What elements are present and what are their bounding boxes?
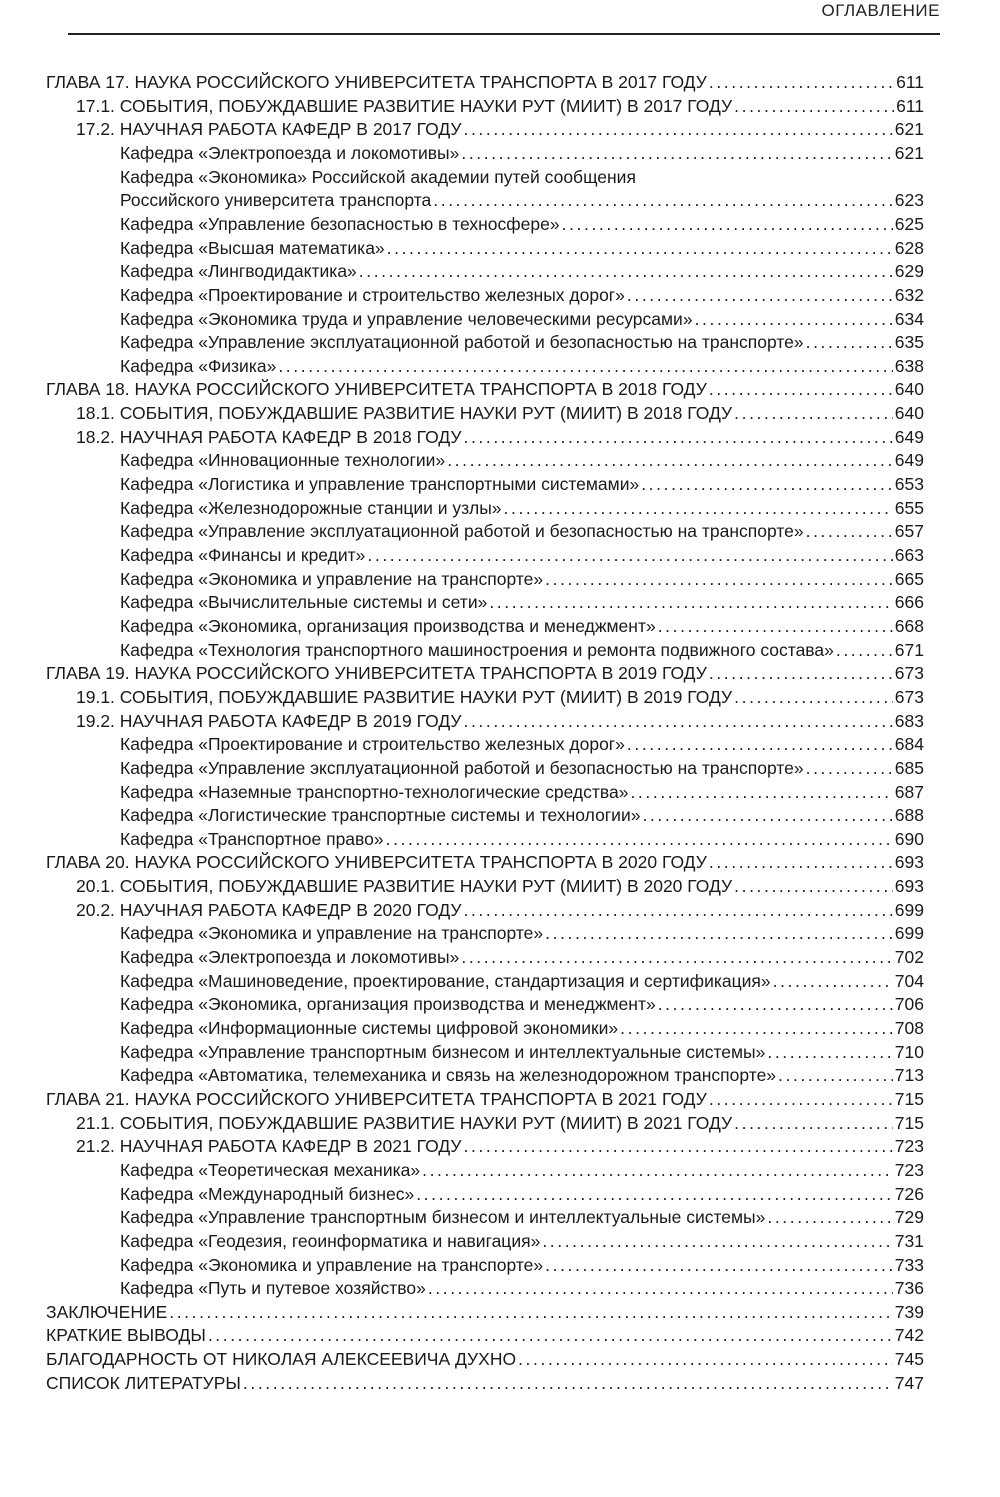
toc-leader-dots (734, 401, 893, 425)
toc-leader-dots (806, 756, 893, 780)
toc-page-number: 699 (894, 923, 924, 944)
toc-leader-dots (359, 259, 893, 283)
toc-entry-title: Кафедра «Электропоезда и локомотивы» (120, 947, 460, 968)
toc-entry-title: Кафедра «Вычислительные системы и сети» (120, 592, 488, 613)
header-rule (68, 33, 940, 35)
toc-page-number: 715 (894, 1088, 924, 1109)
toc-entry-title: Кафедра «Транспортное право» (120, 828, 384, 849)
toc-entry-department[interactable] (120, 614, 924, 638)
toc-entry-department[interactable] (120, 992, 924, 1016)
toc-page-number: 638 (894, 355, 924, 376)
toc-entry-department[interactable] (120, 165, 924, 189)
toc-page-number: 736 (894, 1278, 924, 1299)
toc-page-number: 655 (894, 497, 924, 518)
toc-entry-title: Кафедра «Управление эксплуатационной работой и безопасностью на транспорте» (120, 757, 804, 778)
toc-page-number: 673 (894, 686, 924, 707)
toc-entry-title: ГЛАВА 20. НАУКА РОССИЙСКОГО УНИВЕРСИТЕТА ТРАНСПОРТА В 2020 ГОДУ (46, 852, 707, 873)
toc-entry-department[interactable] (120, 236, 924, 260)
toc-page-number: 685 (894, 757, 924, 778)
toc-entry-chapter[interactable] (46, 377, 924, 401)
toc-page-number: 702 (894, 947, 924, 968)
toc-entry-department[interactable] (120, 567, 924, 591)
toc-entry-title: ГЛАВА 19. НАУКА РОССИЙСКОГО УНИВЕРСИТЕТА ТРАНСПОРТА В 2019 ГОДУ (46, 663, 707, 684)
toc-entry-title: 20.1. СОБЫТИЯ, ПОБУЖДАВШИЕ РАЗВИТИЕ НАУКИ РУТ (МИИТ) В 2020 ГОДУ (76, 876, 733, 897)
toc-entry-title: БЛАГОДАРНОСТЬ ОТ НИКОЛАЯ АЛЕКСЕЕВИЧА ДУХНО (46, 1349, 517, 1370)
toc-page-number: 723 (894, 1159, 924, 1180)
toc-entry-title: Кафедра «Наземные транспортно-технологические средства» (120, 781, 629, 802)
toc-page-number: 684 (894, 734, 924, 755)
toc-leader-dots (542, 1229, 892, 1253)
toc-leader-dots (208, 1323, 893, 1347)
toc-entry-department[interactable] (120, 472, 924, 496)
toc-entry-title: 18.1. СОБЫТИЯ, ПОБУЖДАВШИЕ РАЗВИТИЕ НАУКИ РУТ (МИИТ) В 2018 ГОДУ (76, 403, 733, 424)
toc-leader-dots (518, 1347, 893, 1371)
toc-entry-title: ГЛАВА 17. НАУКА РОССИЙСКОГО УНИВЕРСИТЕТА ТРАНСПОРТА В 2017 ГОДУ (46, 72, 707, 92)
toc-entry-title: Кафедра «Управление транспортным бизнесом и интеллектуальные системы» (120, 1207, 766, 1228)
toc-entry-title: 17.2. НАУЧНАЯ РАБОТА КАФЕДР В 2017 ГОДУ (76, 119, 462, 140)
toc-entry-title: Кафедра «Экономика и управление на транспорте» (120, 1254, 544, 1275)
toc-entry-title: Кафедра «Управление безопасностью в техносфере» (120, 213, 560, 234)
toc-entry-title: Кафедра «Управление эксплуатационной работой и безопасностью на транспорте» (120, 521, 804, 542)
toc-entry-department[interactable] (120, 945, 924, 969)
toc-page-number: 688 (894, 805, 924, 826)
toc-leader-dots (734, 685, 893, 709)
toc-page-number: 611 (896, 72, 924, 92)
toc-entry-chapter[interactable] (46, 1087, 924, 1111)
toc-entry-department[interactable] (120, 969, 924, 993)
toc-leader-dots (278, 354, 892, 378)
toc-leader-dots (630, 780, 892, 804)
toc-entry-title: Кафедра «Технология транспортного машиностроения и ремонта подвижного состава» (120, 639, 834, 660)
toc-entry-chapter[interactable] (46, 1300, 924, 1324)
toc-entry-title: КРАТКИЕ ВЫВОДЫ (46, 1325, 206, 1346)
toc-leader-dots (767, 1040, 892, 1064)
toc-leader-dots (464, 425, 893, 449)
toc-page-number: 665 (894, 568, 924, 589)
toc-entry-department[interactable] (120, 756, 924, 780)
toc-entry-title: Кафедра «Путь и путевое хозяйство» (120, 1278, 426, 1299)
toc-entry-department[interactable] (120, 1229, 924, 1253)
toc-entry-section[interactable] (76, 874, 924, 898)
toc-entry-section[interactable] (76, 94, 924, 118)
toc-entry-section[interactable] (76, 401, 924, 425)
toc-entry-section[interactable] (76, 117, 924, 141)
toc-entry-title: Кафедра «Управление транспортным бизнесом и интеллектуальные системы» (120, 1041, 766, 1062)
toc-page-number: 742 (894, 1325, 924, 1346)
toc-entry-department[interactable] (120, 590, 924, 614)
toc-page-number: 635 (894, 332, 924, 353)
toc-leader-dots (627, 732, 893, 756)
toc-entry-section[interactable] (76, 1134, 924, 1158)
toc-page-number: 629 (894, 261, 924, 282)
toc-entry-title: Кафедра «Финансы и кредит» (120, 545, 366, 565)
toc-page-number: 708 (894, 1018, 924, 1038)
toc-entry-title: Кафедра «Экономика» Российской академии путей сообщения (120, 166, 636, 187)
toc-entry-department[interactable] (120, 330, 924, 354)
toc-entry-title: Кафедра «Управление эксплуатационной работой и безопасностью на транспорте» (120, 332, 804, 353)
toc-entry-title: Кафедра «Железнодорожные станции и узлы» (120, 497, 502, 518)
toc-entry-title: Кафедра «Экономика, организация производства и менеджмент» (120, 994, 656, 1015)
toc-leader-dots (836, 638, 893, 662)
toc-page-number: 729 (894, 1207, 924, 1228)
toc-page-number: 623 (894, 190, 924, 211)
toc-leader-dots (767, 1205, 892, 1229)
toc-leader-dots (416, 1182, 893, 1206)
toc-leader-dots (386, 827, 893, 851)
toc-leader-dots (709, 70, 894, 94)
toc-leader-dots (169, 1300, 893, 1324)
toc-leader-dots (504, 496, 893, 520)
toc-entry-department[interactable] (120, 141, 924, 165)
toc-page-number: 745 (894, 1349, 924, 1370)
toc-entry-department[interactable] (120, 283, 924, 307)
toc-entry-section[interactable] (76, 685, 924, 709)
toc-entry-title: ЗАКЛЮЧЕНИЕ (46, 1301, 168, 1322)
toc-page-number: 710 (894, 1041, 924, 1062)
toc-page-number: 621 (894, 119, 924, 140)
toc-leader-dots (734, 94, 894, 118)
toc-entry-title: Кафедра «Экономика и управление на транспорте» (120, 923, 544, 944)
toc-entry-title: Кафедра «Машиноведение, проектирование, стандартизация и сертификация» (120, 970, 771, 991)
toc-leader-dots (422, 1158, 893, 1182)
toc-leader-dots (464, 117, 893, 141)
toc-page-number: 706 (894, 994, 924, 1015)
toc-page-number: 632 (894, 284, 924, 305)
toc-entry-department[interactable] (120, 543, 924, 567)
toc-entry-title: 17.1. СОБЫТИЯ, ПОБУЖДАВШИЕ РАЗВИТИЕ НАУКИ РУТ (МИИТ) В 2017 ГОДУ (76, 95, 733, 116)
toc-page-number: 657 (894, 521, 924, 542)
toc-entry-department[interactable] (120, 354, 924, 378)
toc-leader-dots (709, 661, 893, 685)
toc-entry-section[interactable] (76, 1111, 924, 1135)
toc-leader-dots (806, 330, 893, 354)
toc-leader-dots (545, 1253, 893, 1277)
toc-page-number: 663 (894, 545, 924, 565)
toc-leader-dots (642, 803, 892, 827)
toc-entry-department[interactable] (120, 1016, 924, 1040)
toc-page-number: 611 (896, 95, 924, 116)
toc-entry-title: 19.2. НАУЧНАЯ РАБОТА КАФЕДР В 2019 ГОДУ (76, 710, 462, 731)
toc-entry-department[interactable] (120, 519, 924, 543)
toc-leader-dots (489, 590, 892, 614)
toc-entry-department[interactable] (120, 307, 924, 331)
toc-entry-department[interactable] (120, 638, 924, 662)
toc-leader-dots (545, 921, 893, 945)
toc-page-number: 693 (894, 852, 924, 873)
toc-page-number: 687 (894, 781, 924, 802)
toc-entry-department[interactable] (120, 732, 924, 756)
toc-entry-department[interactable] (120, 921, 924, 945)
toc-leader-dots (773, 969, 893, 993)
toc-entry-section[interactable] (76, 898, 924, 922)
toc-page-number: 649 (894, 450, 924, 471)
toc-leader-dots (620, 1016, 893, 1040)
toc-entry-title: Кафедра «Проектирование и строительство железных дорог» (120, 734, 625, 755)
toc-entry-department[interactable] (120, 1158, 924, 1182)
toc-page-number: 640 (894, 379, 924, 400)
toc-page-number: 723 (894, 1136, 924, 1157)
toc-entry-department[interactable] (120, 1276, 924, 1300)
toc-leader-dots (243, 1371, 893, 1395)
toc-page-number: 649 (894, 426, 924, 447)
toc-entry-department[interactable] (120, 803, 924, 827)
toc-entry-title: Кафедра «Экономика и управление на транспорте» (120, 568, 544, 589)
toc-leader-dots (709, 1087, 893, 1111)
toc-entry-department[interactable] (120, 212, 924, 236)
running-head-title: ОГЛАВЛЕНИЕ (821, 1, 940, 20)
toc-page-number: 690 (894, 828, 924, 849)
toc-entry-title: Кафедра «Экономика труда и управление человеческими ресурсами» (120, 308, 693, 329)
toc-leader-dots (709, 850, 893, 874)
toc-leader-dots (433, 188, 893, 212)
toc-leader-dots (658, 992, 893, 1016)
toc-page-number: 693 (894, 876, 924, 897)
toc-entry-department[interactable] (120, 1205, 924, 1229)
toc-entry-title: Кафедра «Геодезия, геоинформатика и навигация» (120, 1230, 541, 1251)
toc-leader-dots (464, 898, 893, 922)
toc-leader-dots (734, 1111, 893, 1135)
toc-page-number: 733 (894, 1254, 924, 1275)
toc-entry-title: ГЛАВА 21. НАУКА РОССИЙСКОГО УНИВЕРСИТЕТА ТРАНСПОРТА В 2021 ГОДУ (46, 1088, 707, 1109)
toc-leader-dots (641, 472, 893, 496)
toc-entry-department[interactable] (120, 188, 924, 212)
toc-entry-section[interactable] (76, 709, 924, 733)
toc-page-number: 699 (894, 899, 924, 920)
toc-page-number: 747 (894, 1372, 924, 1393)
toc-leader-dots (447, 448, 893, 472)
toc-entry-title: 19.1. СОБЫТИЯ, ПОБУЖДАВШИЕ РАЗВИТИЕ НАУКИ РУТ (МИИТ) В 2019 ГОДУ (76, 686, 733, 707)
toc-leader-dots (562, 212, 893, 236)
toc-entry-chapter[interactable] (46, 1371, 924, 1395)
toc-leader-dots (545, 567, 893, 591)
toc-page-number: 739 (894, 1301, 924, 1322)
toc-page-number: 668 (894, 615, 924, 636)
toc-entry-title: Кафедра «Высшая математика» (120, 237, 385, 258)
toc-entry-title: Кафедра «Экономика, организация производства и менеджмент» (120, 615, 656, 636)
toc-page-number: 673 (894, 663, 924, 684)
toc-leader-dots (709, 377, 893, 401)
toc-page-number: 704 (894, 970, 924, 991)
toc-leader-dots (658, 614, 893, 638)
toc-leader-dots (778, 1063, 893, 1087)
toc-page-number: 634 (894, 308, 924, 329)
toc-page-number: 653 (894, 474, 924, 495)
toc-entry-chapter[interactable] (46, 1347, 924, 1371)
toc-entry-title: Кафедра «Международный бизнес» (120, 1183, 415, 1204)
toc-page-number: 621 (894, 142, 924, 163)
toc-leader-dots (367, 543, 892, 567)
toc-entry-title: Российского университета транспорта (120, 190, 432, 211)
toc-leader-dots (734, 874, 893, 898)
toc-page-number: 731 (894, 1230, 924, 1251)
toc-entry-title: Кафедра «Лингводидактика» (120, 261, 357, 282)
toc-entry-department[interactable] (120, 259, 924, 283)
toc-entry-title: Кафедра «Инновационные технологии» (120, 450, 446, 471)
toc-entry-chapter[interactable] (46, 850, 924, 874)
toc-leader-dots (461, 141, 892, 165)
toc-page-number: 683 (894, 710, 924, 731)
toc-leader-dots (464, 709, 893, 733)
toc-entry-title: Кафедра «Электропоезда и локомотивы» (120, 142, 460, 163)
toc-leader-dots (464, 1134, 893, 1158)
toc-entry-title: Кафедра «Логистические транспортные системы и технологии» (120, 805, 641, 826)
toc-entry-title: Кафедра «Физика» (120, 355, 277, 376)
toc-entry-department[interactable] (120, 1182, 924, 1206)
toc-entry-title: Кафедра «Проектирование и строительство железных дорог» (120, 284, 625, 305)
toc-page-number: 671 (894, 639, 924, 660)
toc-entry-title: Кафедра «Логистика и управление транспортными системами» (120, 474, 640, 495)
toc-entry-department[interactable] (120, 496, 924, 520)
toc-entry-title: Кафедра «Автоматика, телемеханика и связь на железнодорожном транспорте» (120, 1065, 777, 1086)
toc-leader-dots (695, 307, 893, 331)
toc-entry-title: 18.2. НАУЧНАЯ РАБОТА КАФЕДР В 2018 ГОДУ (76, 426, 462, 447)
toc-entry-department[interactable] (120, 1040, 924, 1064)
toc-entry-chapter[interactable] (46, 661, 924, 685)
toc-leader-dots (387, 236, 893, 260)
toc-entry-chapter[interactable] (46, 1323, 924, 1347)
toc-entry-department[interactable] (120, 1253, 924, 1277)
toc-leader-dots (806, 519, 893, 543)
toc-page-number: 666 (894, 592, 924, 613)
toc-leader-dots (428, 1276, 893, 1300)
toc-entry-title: Кафедра «Информационные системы цифровой экономики» (120, 1018, 619, 1038)
toc-entry-department[interactable] (120, 827, 924, 851)
toc-entry-title: 21.1. СОБЫТИЯ, ПОБУЖДАВШИЕ РАЗВИТИЕ НАУКИ РУТ (МИИТ) В 2021 ГОДУ (76, 1112, 733, 1133)
toc-entry-title: 21.2. НАУЧНАЯ РАБОТА КАФЕДР В 2021 ГОДУ (76, 1136, 462, 1157)
toc-leader-dots (461, 945, 892, 969)
toc-entry-title: 20.2. НАУЧНАЯ РАБОТА КАФЕДР В 2020 ГОДУ (76, 899, 462, 920)
toc-entry-department[interactable] (120, 780, 924, 804)
toc-page-number: 628 (894, 237, 924, 258)
toc-entry-department[interactable] (120, 448, 924, 472)
toc-page-number: 625 (894, 213, 924, 234)
toc-entry-title: ГЛАВА 18. НАУКА РОССИЙСКОГО УНИВЕРСИТЕТА ТРАНСПОРТА В 2018 ГОДУ (46, 379, 707, 400)
toc-entry-department[interactable] (120, 1063, 924, 1087)
toc-page-number: 726 (894, 1183, 924, 1204)
toc-page-number: 715 (894, 1112, 924, 1133)
toc-entry-section[interactable] (76, 425, 924, 449)
toc-entry-title: СПИСОК ЛИТЕРАТУРЫ (46, 1372, 241, 1393)
toc-entry-chapter[interactable] (46, 70, 924, 94)
toc-leader-dots (627, 283, 893, 307)
toc-page-number: 713 (894, 1065, 924, 1086)
toc-entry-title: Кафедра «Теоретическая механика» (120, 1159, 421, 1180)
toc-page-number: 640 (894, 403, 924, 424)
